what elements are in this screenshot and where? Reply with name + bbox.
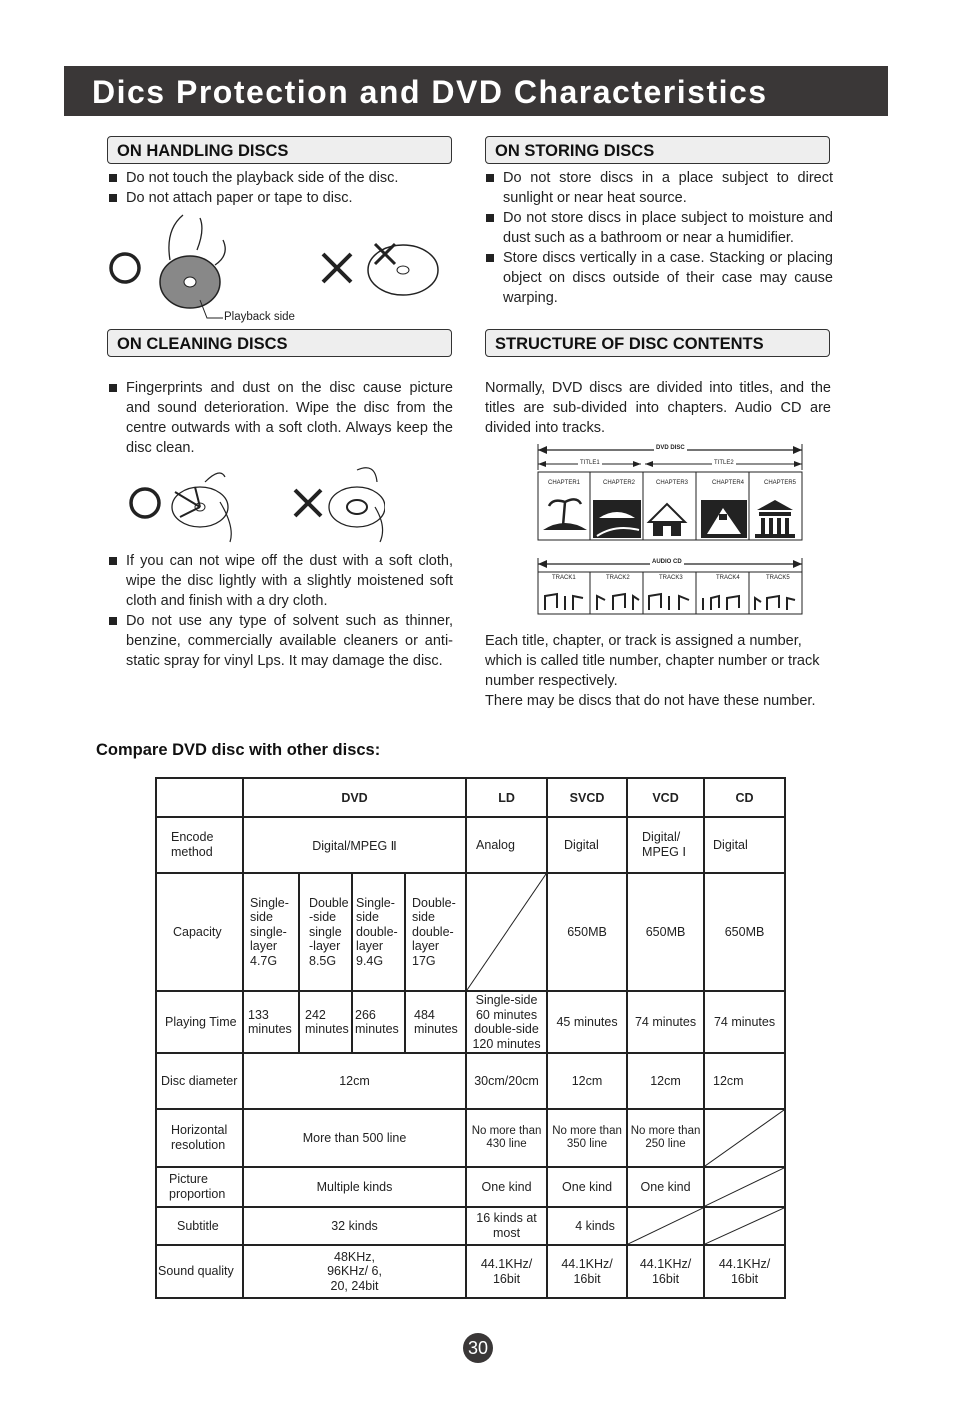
table-row — [156, 1207, 785, 1245]
playback-side-label: Playback side — [224, 311, 295, 323]
table-cell: Double -side single -layer 8.5G — [299, 873, 352, 991]
page-title: Dics Protection and DVD Characteristics — [92, 74, 768, 110]
table-cell: 242 minutes — [299, 991, 352, 1053]
table-cell: Analog — [466, 817, 547, 873]
table-cell: 44.1KHz/ 16bit — [704, 1245, 785, 1298]
table-row — [156, 1053, 785, 1109]
table-cell: 32 kinds — [243, 1207, 466, 1245]
table-cell: 650MB — [704, 873, 785, 991]
structure-intro: Normally, DVD discs are divided into titles, and the titles are sub-divided into chapters. Audio CD are divided into tracks. — [485, 380, 831, 436]
table-cell: 12cm — [627, 1053, 704, 1109]
table-cell: 74 minutes — [704, 991, 785, 1053]
table-row — [156, 817, 785, 873]
storing-list — [485, 168, 833, 308]
table-cell: 484 minutes — [405, 991, 466, 1053]
row-label: Encode method — [156, 817, 243, 873]
cleaning-list-2 — [108, 551, 453, 671]
table-cell: 30cm/20cm — [466, 1053, 547, 1109]
table-cell: 650MB — [547, 873, 627, 991]
table-cell: Digital/MPEG Ⅱ — [243, 817, 466, 873]
compare-heading: Compare DVD disc with other discs: — [96, 741, 381, 759]
page-number: 30 — [463, 1333, 493, 1363]
list-item: Do not store discs in a place subject to direct sunlight or near heat source. — [485, 168, 833, 208]
cleaning-list-1 — [108, 378, 453, 458]
table-cell: No more than 430 line — [466, 1109, 547, 1167]
column-header: CD — [704, 778, 785, 817]
table-cell: Digital — [704, 817, 785, 873]
chapter-label: CHAPTER3 — [656, 480, 689, 486]
table-cell: 12cm — [547, 1053, 627, 1109]
list-item: If you can not wipe off the dust with a soft cloth, wipe the disc lightly with a slightly moistened soft cloth and finish with a dry cloth. — [108, 551, 453, 611]
column-header: LD — [466, 778, 547, 817]
table-cell: 266 minutes — [352, 991, 405, 1053]
list-item: Do not attach paper or tape to disc. — [108, 188, 453, 208]
beach-icon — [593, 500, 641, 538]
row-label: Disc diameter — [156, 1053, 243, 1109]
list-item: Do not use any type of solvent such as thinner, benzine, commercially available cleaners or anti-static spray for vinyl Lps. It may damage the disc. — [108, 611, 453, 671]
wrong-cross-icon — [323, 254, 351, 282]
table-cell: 4 kinds — [547, 1207, 627, 1245]
table-cell: 16 kinds at most — [466, 1207, 547, 1245]
list-item: Fingerprints and dust on the disc cause picture and sound deterioration. Wipe the disc from the centre outwards with a soft cloth. Always keep the disc clean. — [108, 378, 453, 458]
row-label: Playing Time — [156, 991, 243, 1053]
structure-outro: Each title, chapter, or track is assigned a number, which is called title number, chapter number or track number respectively. — [485, 633, 820, 689]
row-label: Sound quality — [156, 1245, 243, 1298]
cd-structure-diagram — [535, 556, 805, 618]
table-cell: 44.1KHz/ 16bit — [466, 1245, 547, 1298]
train-icon — [701, 500, 747, 538]
table-cell: 44.1KHz/ 16bit — [627, 1245, 704, 1298]
row-label: Picture proportion — [156, 1167, 243, 1207]
music-notes-icon — [545, 594, 795, 610]
table-cell: No more than 250 line — [627, 1109, 704, 1167]
disc-icon — [368, 245, 438, 295]
table-cell: 133 minutes — [243, 991, 299, 1053]
structure-heading: STRUCTURE OF DISC CONTENTS — [485, 329, 830, 357]
table-cell: 45 minutes — [547, 991, 627, 1053]
handling-heading: ON HANDLING DISCS — [107, 136, 452, 164]
table-cell: 12cm — [243, 1053, 466, 1109]
correct-circle-icon — [111, 254, 139, 282]
temple-icon — [755, 500, 795, 538]
table-cell: Single- side single- layer 4.7G — [243, 873, 299, 991]
table-cell: 650MB — [627, 873, 704, 991]
row-label: Capacity — [156, 873, 243, 991]
house-icon — [649, 504, 685, 536]
track-label: TRACK4 — [716, 575, 740, 581]
table-cell: Single- side double- layer 9.4G — [352, 873, 405, 991]
chapter-label: CHAPTER4 — [712, 480, 745, 486]
structure-note: There may be discs that do not have these number. — [485, 693, 816, 709]
dvd-structure-diagram — [535, 440, 805, 542]
table-cell: 12cm — [704, 1053, 785, 1109]
empty-cell — [466, 873, 547, 991]
table-cell: One kind — [547, 1167, 627, 1207]
column-header: SVCD — [547, 778, 627, 817]
table-cell: 48KHz, 96KHz/ 6, 20, 24bit — [243, 1245, 466, 1298]
empty-cell — [704, 1207, 785, 1245]
track-label: TRACK1 — [552, 575, 576, 581]
table-cell: More than 500 line — [243, 1109, 466, 1167]
table-cell: One kind — [466, 1167, 547, 1207]
list-item: Do not store discs in place subject to moisture and dust such as a bathroom or near a humidifier. — [485, 208, 833, 248]
table-cell: Single-side 60 minutes double-side 120 minutes — [466, 991, 547, 1053]
table-cell: 44.1KHz/ 16bit — [547, 1245, 627, 1298]
dvd-disc-label: DVD DISC — [656, 445, 685, 451]
audio-cd-label: AUDIO CD — [652, 559, 682, 565]
table-row — [156, 1167, 785, 1207]
row-label: Subtitle — [156, 1207, 243, 1245]
compare-table — [155, 777, 786, 1299]
table-row — [156, 1109, 785, 1167]
table-cell: One kind — [627, 1167, 704, 1207]
empty-cell — [627, 1207, 704, 1245]
title2-label: TITLE2 — [714, 460, 734, 466]
empty-cell — [704, 1109, 785, 1167]
track-label: TRACK5 — [766, 575, 790, 581]
island-icon — [543, 499, 587, 530]
column-header: VCD — [627, 778, 704, 817]
table-row — [156, 991, 785, 1053]
table-cell: Double- side double- layer 17G — [405, 873, 466, 991]
chapter-label: CHAPTER1 — [548, 480, 581, 486]
handling-list — [108, 168, 453, 208]
table-cell: Digital/ MPEG Ⅰ — [627, 817, 704, 873]
table-cell: Multiple kinds — [243, 1167, 466, 1207]
table-cell: No more than 350 line — [547, 1109, 627, 1167]
empty-cell — [704, 1167, 785, 1207]
table-cell: 74 minutes — [627, 991, 704, 1053]
chapter-label: CHAPTER5 — [764, 480, 797, 486]
wrong-cross-icon — [295, 490, 321, 516]
correct-circle-icon — [131, 489, 159, 517]
row-label: Horizontal resolution — [156, 1109, 243, 1167]
table-header-row — [156, 778, 785, 817]
track-label: TRACK3 — [659, 575, 683, 581]
table-cell: Digital — [547, 817, 627, 873]
column-header: DVD — [243, 778, 466, 817]
disc-icon — [329, 487, 385, 527]
table-row — [156, 1245, 785, 1298]
table-row — [156, 873, 785, 991]
storing-heading: ON STORING DISCS — [485, 136, 830, 164]
track-label: TRACK2 — [606, 575, 630, 581]
list-item: Store discs vertically in a case. Stacking or placing object on discs outside of their case may cause warping. — [485, 248, 833, 308]
cleaning-heading: ON CLEANING DISCS — [107, 329, 452, 357]
list-item: Do not touch the playback side of the disc. — [108, 168, 453, 188]
page-title-bar — [64, 66, 888, 116]
title1-label: TITLE1 — [580, 460, 600, 466]
handling-illustration — [105, 210, 450, 325]
cleaning-illustration — [125, 462, 385, 544]
chapter-label: CHAPTER2 — [603, 480, 636, 486]
table-corner-cell — [156, 778, 243, 817]
